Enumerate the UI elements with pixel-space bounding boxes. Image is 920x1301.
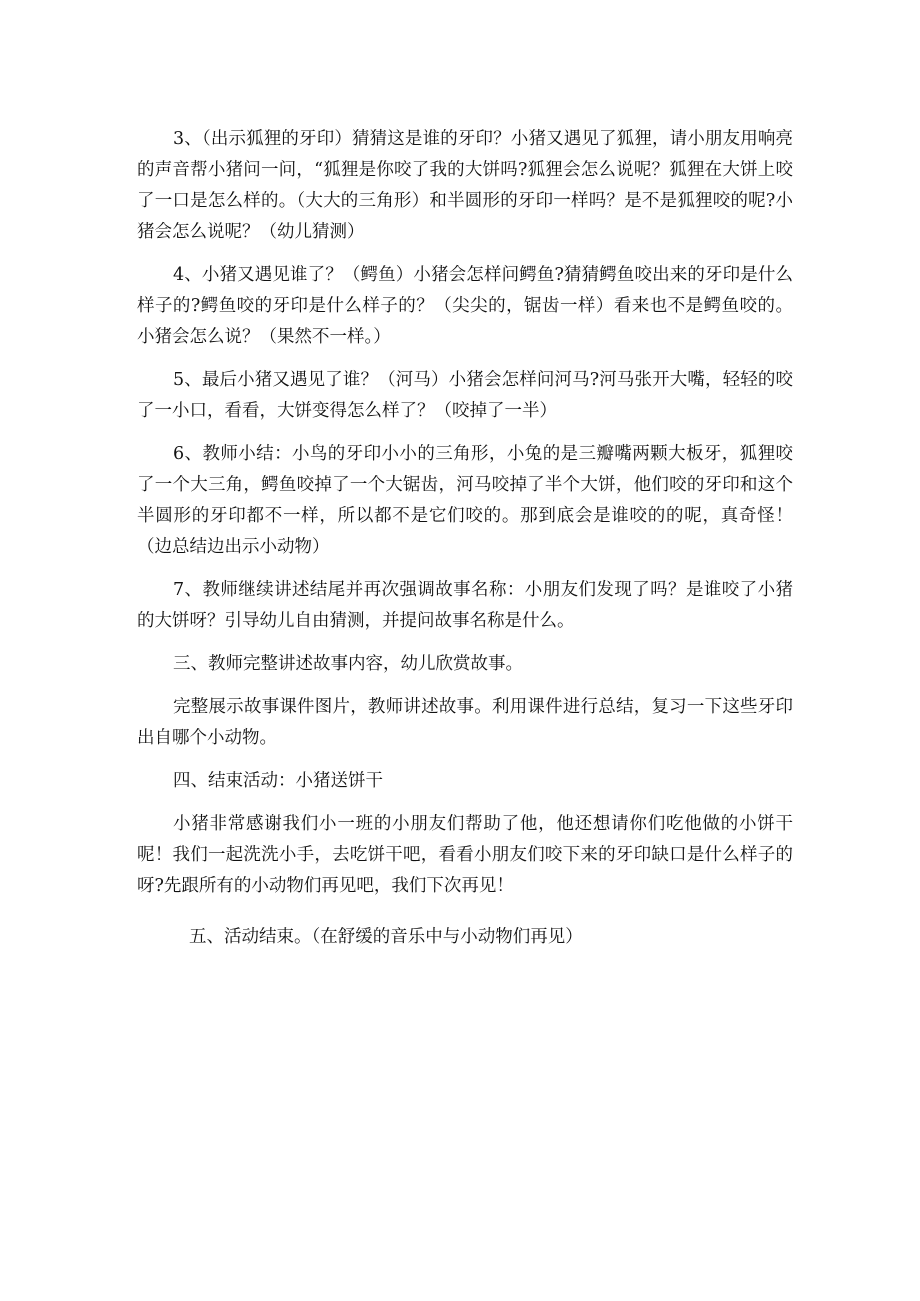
paragraph-step-7: 7、教师继续讲述结尾并再次强调故事名称：小朋友们发现了吗？是谁咬了小猪的大饼呀？引导幼儿自由猜测，并提问故事名称是什么。	[137, 580, 793, 631]
paragraph-section-3-body: 完整展示故事课件图片，教师讲述故事。利用课件进行总结，复习一下这些牙印出自哪个小动物。	[137, 697, 793, 748]
paragraph-step-5: 5、最后小猪又遇见了谁？（河马）小猪会怎样问河马?河马张开大嘴，轻轻的咬了一小口，看看，大饼变得怎么样了？（咬掉了一半）	[137, 370, 793, 421]
paragraph-step-6: 6、教师小结：小鸟的牙印小小的三角形，小兔的是三瓣嘴两颗大板牙，狐狸咬了一个大三角，鳄鱼咬掉了一个大锯齿，河马咬掉了半个大饼，他们咬的牙印和这个半圆形的牙印都不一样，所以都不是它们咬的。那到底会是谁咬的的呢，真奇怪！（边总结边出示小动物）	[137, 444, 793, 557]
paragraph-section-4-body: 小猪非常感谢我们小一班的小朋友们帮助了他，他还想请你们吃他做的小饼干呢！我们一起洗洗小手，去吃饼干吧，看看小朋友们咬下来的牙印缺口是什么样子的呀?先跟所有的小动物们再见吧，我们下次再见！	[137, 814, 793, 896]
section-heading-5: 五、活动结束。（在舒缓的音乐中与小动物们再见）	[189, 927, 583, 947]
document-body	[137, 124, 793, 953]
paragraph-step-4: 4、小猪又遇见谁了？（鳄鱼）小猪会怎样问鳄鱼?猜猜鳄鱼咬出来的牙印是什么样子的?鳄鱼咬的牙印是什么样子的？（尖尖的，锯齿一样）看来也不是鳄鱼咬的。小猪会怎么说？（果然不一样。）	[137, 265, 793, 347]
section-heading-4: 四、结束活动：小猪送饼干	[173, 771, 383, 791]
section-heading-3: 三、教师完整讲述故事内容，幼儿欣赏故事。	[173, 654, 523, 674]
paragraph-step-3: 3、（出示狐狸的牙印）猜猜这是谁的牙印？小猪又遇见了狐狸，请小朋友用响亮的声音帮小猪问一问，“狐狸是你咬了我的大饼吗?狐狸会怎么说呢？狐狸在大饼上咬了一口是怎么样的。（大大的三角形）和半圆形的牙印一样吗？是不是狐狸咬的呢?小猪会怎么说呢？（幼儿猜测）	[137, 129, 793, 242]
